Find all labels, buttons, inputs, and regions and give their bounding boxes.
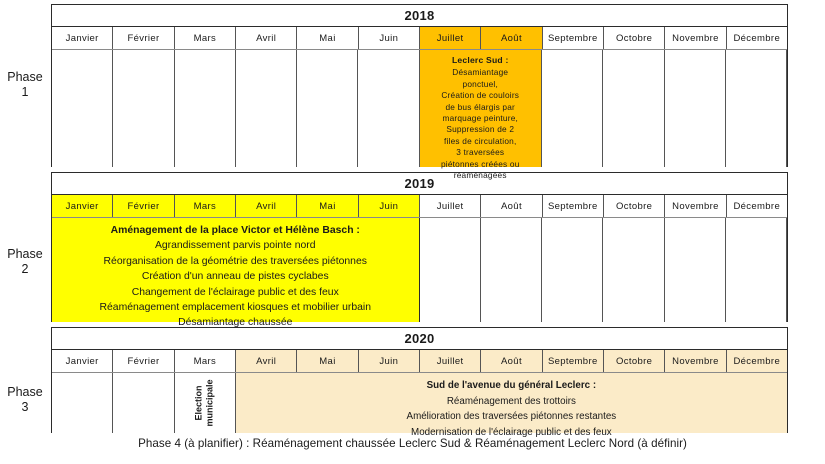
phase-note[interactable] xyxy=(420,50,543,181)
year-header-2018 xyxy=(52,5,787,27)
month-header-cell[interactable] xyxy=(297,27,358,49)
month-header-cell[interactable] xyxy=(543,27,604,49)
timeline-cell[interactable] xyxy=(726,218,787,322)
phase-note-line: Désamiantage xyxy=(452,67,509,78)
month-header-cell[interactable] xyxy=(543,350,604,372)
month-header-label: Mai xyxy=(319,355,336,367)
month-header-label: Septembre xyxy=(547,200,598,212)
phase-note-line: Création de couloirs xyxy=(441,90,520,101)
month-header-cell[interactable] xyxy=(52,350,113,372)
month-header-cell[interactable] xyxy=(359,350,420,372)
timeline-cell[interactable] xyxy=(603,218,664,322)
month-header-label: Juillet xyxy=(436,32,464,44)
timeline-cell[interactable] xyxy=(665,218,726,322)
month-header-cell[interactable] xyxy=(481,195,542,217)
phase-block-2 xyxy=(51,172,788,329)
month-header-row-2018 xyxy=(52,27,787,50)
phase-label-1 xyxy=(0,70,50,100)
month-header-cell[interactable] xyxy=(727,27,787,49)
timeline-cell[interactable] xyxy=(665,50,726,167)
timeline-cell[interactable] xyxy=(297,50,358,167)
month-header-cell[interactable] xyxy=(236,195,297,217)
month-header-row-2020 xyxy=(52,350,787,373)
month-header-cell[interactable] xyxy=(359,27,420,49)
month-header-row-2019 xyxy=(52,195,787,218)
month-header-label: Août xyxy=(500,32,522,44)
phase-block-3 xyxy=(51,327,788,438)
month-header-label: Mars xyxy=(193,355,217,367)
phase-block-1 xyxy=(51,4,788,181)
phase-note-line: réaménagées xyxy=(453,170,507,181)
phase-label-2 xyxy=(0,247,50,277)
month-header-cell[interactable] xyxy=(113,195,174,217)
phase-note-title: Aménagement de la place Victor et Hélène Basch : xyxy=(110,225,360,236)
phase-note-line: ponctuel, xyxy=(462,78,498,89)
phase-note-title: Sud de l'avenue du général Leclerc : xyxy=(426,380,597,391)
timeline-cell[interactable] xyxy=(113,373,174,433)
phase-note-line: Amélioration des traversées piétonnes restantes xyxy=(406,411,617,423)
timeline-cell[interactable] xyxy=(726,50,787,167)
year-label-2020: 2020 xyxy=(404,331,435,346)
phase-label-number-3: 3 xyxy=(21,400,29,414)
month-header-cell[interactable] xyxy=(420,350,481,372)
timeline-cell[interactable] xyxy=(542,218,603,322)
phase-label-word-3: Phase xyxy=(7,385,43,399)
election-marker-cell[interactable] xyxy=(175,373,236,433)
month-header-cell[interactable] xyxy=(175,350,236,372)
phase-body-row-3 xyxy=(52,373,787,438)
phase-label-3 xyxy=(0,385,50,415)
phase-note-line: Réaménagement des trottoirs xyxy=(446,395,576,407)
year-header-2020 xyxy=(52,328,787,350)
phase-note-line: files de circulation, xyxy=(444,135,517,146)
month-header-cell[interactable] xyxy=(297,350,358,372)
month-header-cell[interactable] xyxy=(665,350,726,372)
month-header-cell[interactable] xyxy=(665,195,726,217)
timeline-cell[interactable] xyxy=(236,50,297,167)
year-label-2019: 2019 xyxy=(404,176,435,191)
month-header-label: Octobre xyxy=(615,355,653,367)
phase-label-word-2: Phase xyxy=(7,247,43,261)
phase-label-number-1: 1 xyxy=(21,85,29,99)
phase-note-line: Réorganisation de la géométrie des traversées piétonnes xyxy=(103,255,367,267)
phase-note-title: Leclerc Sud : xyxy=(451,55,509,65)
year-header-2019 xyxy=(52,173,787,195)
month-header-cell[interactable] xyxy=(727,195,787,217)
timeline-cell[interactable] xyxy=(603,50,664,167)
month-header-label: Avril xyxy=(256,32,277,44)
month-header-cell[interactable] xyxy=(604,27,665,49)
month-header-label: Janvier xyxy=(65,32,99,44)
month-header-cell[interactable] xyxy=(481,350,542,372)
month-header-cell[interactable] xyxy=(359,195,420,217)
month-header-label: Mars xyxy=(193,200,217,212)
year-label-2018: 2018 xyxy=(404,8,435,23)
month-header-cell[interactable] xyxy=(420,27,481,49)
election-marker-line-1: Election xyxy=(193,385,204,421)
month-header-label: Novembre xyxy=(672,355,719,367)
month-header-cell[interactable] xyxy=(175,27,236,49)
phase-note-line: Changement de l'éclairage public et des feux xyxy=(131,286,339,298)
timeline-cell[interactable] xyxy=(52,373,113,433)
month-header-label: Janvier xyxy=(65,200,99,212)
month-header-cell[interactable] xyxy=(604,195,665,217)
phase-note-line: piétonnes créées ou xyxy=(440,158,520,169)
month-header-label: Novembre xyxy=(672,200,719,212)
month-header-cell[interactable] xyxy=(481,27,542,49)
phase-note-line: Création d'un anneau de pistes cyclabes xyxy=(141,271,329,283)
timeline-cell[interactable] xyxy=(52,50,113,167)
month-header-label: Septembre xyxy=(547,355,598,367)
phase-note-line: 3 traversées xyxy=(456,147,505,158)
election-marker-text xyxy=(194,379,216,426)
month-header-label: Mai xyxy=(319,200,336,212)
month-header-cell[interactable] xyxy=(236,350,297,372)
month-header-label: Février xyxy=(127,32,160,44)
month-header-cell[interactable] xyxy=(665,27,726,49)
phase-note-line: Suppression de 2 xyxy=(446,124,515,135)
month-header-label: Juillet xyxy=(436,355,464,367)
month-header-label: Juillet xyxy=(436,200,464,212)
month-header-label: Août xyxy=(500,200,522,212)
phase-note-line: Désamiantage chaussée xyxy=(178,317,293,329)
month-header-label: Janvier xyxy=(65,355,99,367)
month-header-label: Mars xyxy=(193,32,217,44)
month-header-cell[interactable] xyxy=(52,27,113,49)
phase-note-line: marquage peinture, xyxy=(442,113,519,124)
month-header-label: Février xyxy=(127,200,160,212)
month-header-label: Décembre xyxy=(733,200,781,212)
month-header-label: Octobre xyxy=(615,200,653,212)
footer-caption: Phase 4 (à planifier) : Réaménagement chaussée Leclerc Sud & Réaménagement Leclerc Nord (à définir) xyxy=(138,437,687,450)
month-header-label: Novembre xyxy=(672,32,719,44)
month-header-label: Avril xyxy=(256,355,277,367)
phase-body-row-1 xyxy=(52,50,787,181)
month-header-cell[interactable] xyxy=(727,350,787,372)
month-header-label: Juin xyxy=(379,355,399,367)
phase-note[interactable] xyxy=(52,218,420,329)
month-header-cell[interactable] xyxy=(604,350,665,372)
phase-label-number-2: 2 xyxy=(21,262,29,276)
month-header-cell[interactable] xyxy=(297,195,358,217)
timeline-cell[interactable] xyxy=(420,218,481,322)
month-header-label: Juin xyxy=(379,200,399,212)
month-header-cell[interactable] xyxy=(236,27,297,49)
month-header-cell[interactable] xyxy=(113,27,174,49)
election-marker-line-2: municipale xyxy=(204,379,215,427)
month-header-label: Décembre xyxy=(733,355,781,367)
timeline-cell[interactable] xyxy=(175,50,236,167)
month-header-cell[interactable] xyxy=(175,195,236,217)
month-header-cell[interactable] xyxy=(420,195,481,217)
month-header-label: Octobre xyxy=(615,32,653,44)
month-header-cell[interactable] xyxy=(52,195,113,217)
phase-body-row-2 xyxy=(52,218,787,329)
timeline-cell[interactable] xyxy=(358,50,419,167)
month-header-cell[interactable] xyxy=(113,350,174,372)
month-header-label: Septembre xyxy=(547,32,598,44)
month-header-label: Août xyxy=(500,355,522,367)
phase-note-line: Modernisation de l'éclairage public et des feux xyxy=(411,426,612,438)
timeline-cell[interactable] xyxy=(481,218,542,322)
phase-note[interactable] xyxy=(236,373,787,438)
timeline-cell[interactable] xyxy=(542,50,603,167)
phase-note-line: Réaménagement emplacement kiosques et mobilier urbain xyxy=(99,302,371,314)
month-header-label: Juin xyxy=(379,32,399,44)
month-header-label: Février xyxy=(127,355,160,367)
month-header-label: Mai xyxy=(319,32,336,44)
month-header-label: Avril xyxy=(256,200,277,212)
month-header-cell[interactable] xyxy=(543,195,604,217)
phase-note-line: Agrandissement parvis pointe nord xyxy=(154,240,316,252)
month-header-label: Décembre xyxy=(733,32,781,44)
timeline-cell[interactable] xyxy=(113,50,174,167)
phase-label-word-1: Phase xyxy=(7,70,43,84)
phase-note-line: de bus élargis par xyxy=(445,101,516,112)
